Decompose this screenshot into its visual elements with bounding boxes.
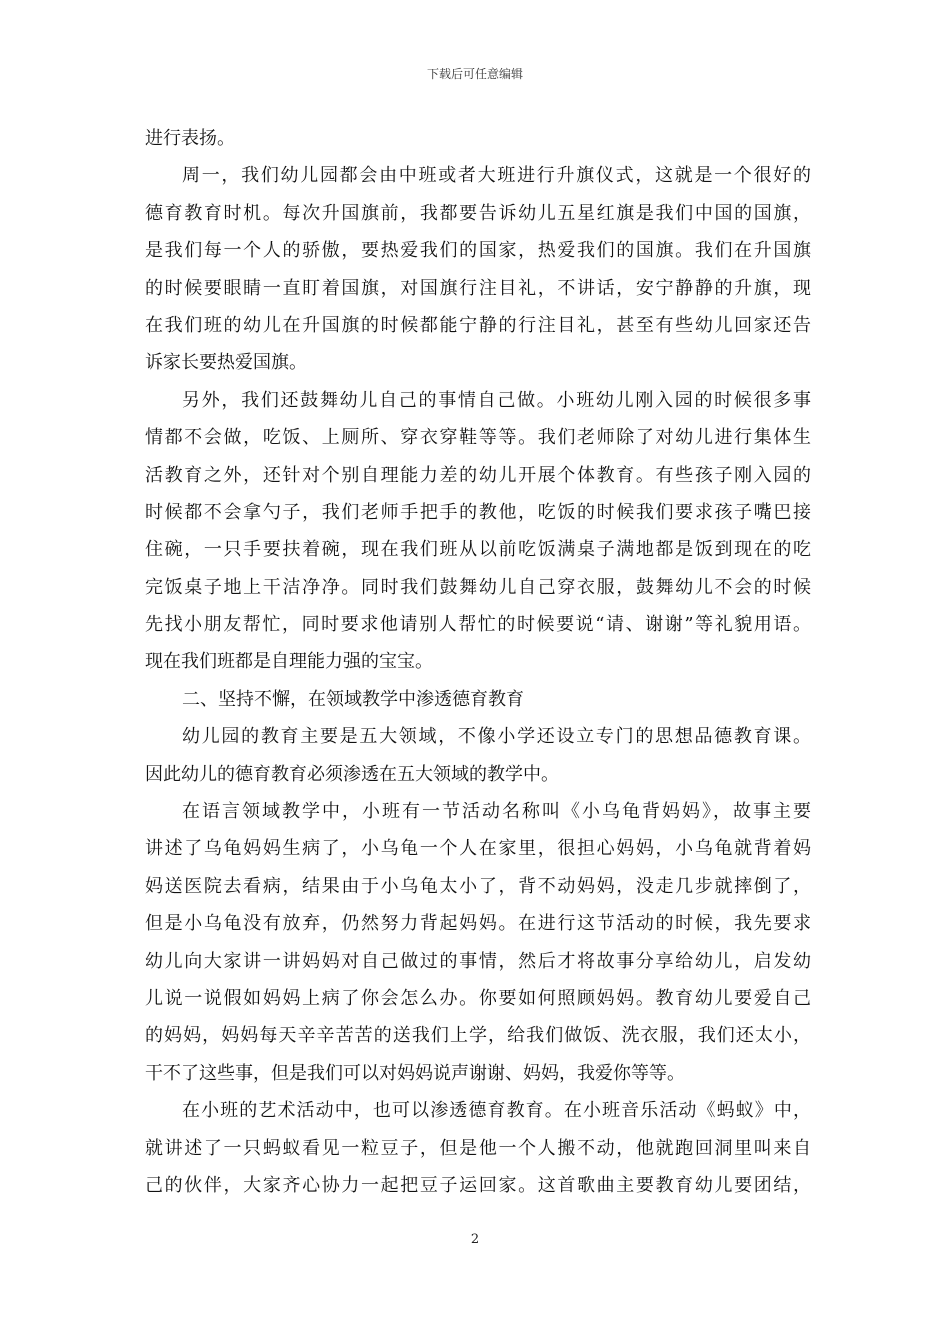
text-line: 的时候要眼睛一直盯着国旗，对国旗行注目礼，不讲话，安宁静静的升旗，现 <box>145 277 811 299</box>
page-number: 2 <box>470 1232 480 1247</box>
text-line: 干不了这些事，但是我们可以对妈妈说声谢谢、妈妈，我爱你等等。 <box>145 1062 685 1084</box>
paragraph-start-line: 另外，我们还鼓舞幼儿自己的事情自己做。小班幼儿刚入园的时候很多事 <box>182 389 811 411</box>
text-line: 完饭桌子地上干洁净净。同时我们鼓舞幼儿自己穿衣服，鼓舞幼儿不会的时候 <box>145 576 811 598</box>
text-line: 但是小乌龟没有放弃，仍然努力背起妈妈。在进行这节活动的时候，我先要求 <box>145 913 811 935</box>
text-line: 的妈妈，妈妈每天辛辛苦苦的送我们上学，给我们做饭、洗衣服，我们还太小， <box>145 1025 811 1047</box>
paragraph-start-line: 周一，我们幼儿园都会由中班或者大班进行升旗仪式，这就是一个很好的 <box>182 165 811 187</box>
section-heading: 二、坚持不懈，在领域教学中渗透德育教育 <box>182 688 524 710</box>
text-line: 德育教育时机。每次升国旗前，我都要告诉幼儿五星红旗是我们中国的国旗， <box>145 202 811 224</box>
text-line: 住碗，一只手要扶着碗，现在我们班从以前吃饭满桌子满地都是饭到现在的吃 <box>145 539 811 561</box>
text-line: 时候都不会拿勺子，我们老师手把手的教他，吃饭的时候我们要求孩子嘴巴接 <box>145 501 811 523</box>
text-line: 在我们班的幼儿在升国旗的时候都能宁静的行注目礼，甚至有些幼儿回家还告 <box>145 314 811 336</box>
text-line: 因此幼儿的德育教育必须渗透在五大领域的教学中。 <box>145 763 559 785</box>
text-line: 妈送医院去看病，结果由于小乌龟太小了，背不动妈妈，没走几步就摔倒了， <box>145 875 811 897</box>
text-line: 情都不会做，吃饭、上厕所、穿衣穿鞋等等。我们老师除了对幼儿进行集体生 <box>145 427 811 449</box>
text-line: 儿说一说假如妈妈上病了你会怎么办。你要如何照顾妈妈。教育幼儿要爱自己 <box>145 987 811 1009</box>
text-line: 幼儿向大家讲一讲妈妈对自己做过的事情，然后才将故事分享给幼儿，启发幼 <box>145 950 811 972</box>
page-header: 下载后可任意编辑 <box>426 67 523 81</box>
text-line: 讲述了乌龟妈妈生病了，小乌龟一个人在家里，很担心妈妈，小乌龟就背着妈 <box>145 838 811 860</box>
text-line: 现在我们班都是自理能力强的宝宝。 <box>145 651 433 673</box>
body-text <box>145 120 811 1204</box>
paragraph-start-line: 在语言领域教学中，小班有一节活动名称叫《小乌龟背妈妈》，故事主要 <box>182 801 811 823</box>
text-line: 是我们每一个人的骄傲，要热爱我们的国家，热爱我们的国旗。我们在升国旗 <box>145 240 811 262</box>
text-line: 先找小朋友帮忙，同时要求他请别人帮忙的时候要说“请、谢谢”等礼貌用语。 <box>145 614 811 636</box>
text-line: 诉家长要热爱国旗。 <box>145 352 307 374</box>
text-line: 就讲述了一只蚂蚁看见一粒豆子，但是他一个人搬不动，他就跑回洞里叫来自 <box>145 1137 811 1159</box>
text-line: 活教育之外，还针对个别自理能力差的幼儿开展个体教育。有些孩子刚入园的 <box>145 464 811 486</box>
paragraph-start-line: 在小班的艺术活动中，也可以渗透德育教育。在小班音乐活动《蚂蚁》中， <box>182 1100 811 1122</box>
text-line: 己的伙伴，大家齐心协力一起把豆子运回家。这首歌曲主要教育幼儿要团结， <box>145 1174 811 1196</box>
paragraph-start-line: 幼儿园的教育主要是五大领域，不像小学还设立专门的思想品德教育课。 <box>182 726 811 748</box>
text-line: 进行表扬。 <box>145 128 235 149</box>
